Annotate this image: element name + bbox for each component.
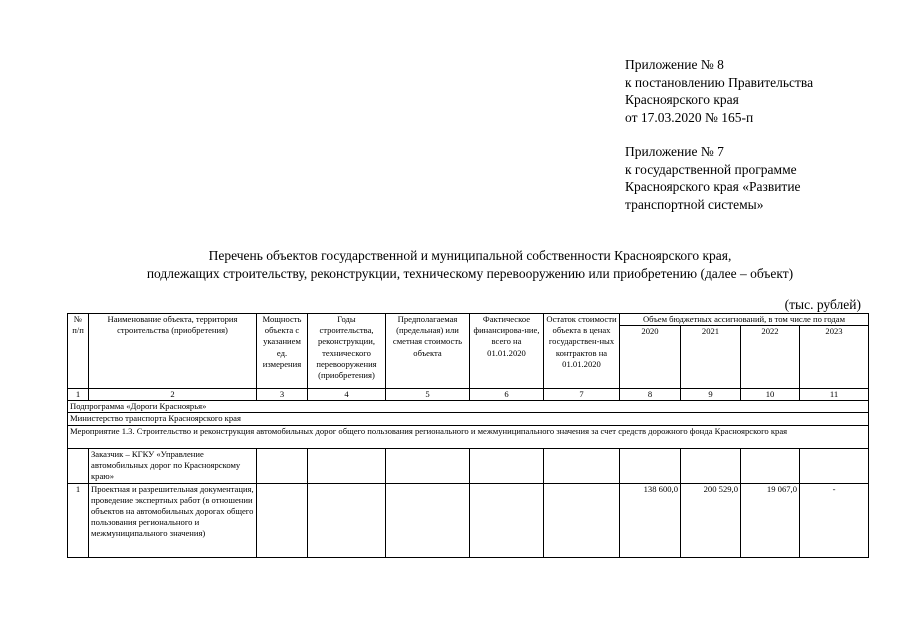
units-label: (тыс. рублей) (784, 297, 861, 312)
objects-table (67, 313, 869, 558)
column-number: 6 (470, 389, 544, 401)
row-object-name: Проектная и разрешительная документация, проведение экспертных работ (в отношении объектов на автомобильных дорогах общего пользования регионального и межмуниципального значения) (89, 483, 257, 557)
row-years (308, 483, 386, 557)
empty-cell (681, 448, 741, 483)
document-title-line-1: Перечень объектов государственной и муниципальной собственности Красноярского края, (208, 248, 732, 263)
document-title-line-2: подлежащих строительству, реконструкции, техническому перевооружению или приобретению (далее – объект) (146, 265, 794, 281)
header-row-1 (68, 314, 869, 326)
column-numbers-row (68, 389, 869, 401)
header-name: Наименование объекта, территория строительства (приобретения) (89, 314, 257, 389)
row-value-2021: 200 529,0 (681, 483, 741, 557)
empty-cell (544, 448, 620, 483)
appendix-8-line-3: Красноярского края (625, 92, 739, 107)
header-year-2021: 2021 (681, 326, 741, 389)
empty-cell (470, 448, 544, 483)
empty-cell (386, 448, 470, 483)
appendix-7-block (625, 143, 813, 213)
column-number: 2 (89, 389, 257, 401)
empty-cell (741, 448, 800, 483)
appendix-8-line-4: от 17.03.2020 № 165-п (625, 109, 754, 125)
header-actual-financing: Фактическое финансирова-ние, всего на 01.01.2020 (470, 314, 544, 389)
header-year-2020: 2020 (620, 326, 681, 389)
appendix-7-line-2: к государственной программе (625, 161, 797, 177)
appendix-header (625, 56, 813, 230)
column-number: 1 (68, 389, 89, 401)
column-number: 11 (800, 389, 869, 401)
measure-label: Мероприятие 1.3. Строительство и реконструкция автомобильных дорог общего пользования регионального и межмуниципального значения за счет средств дорожного фонда Красноярского края (68, 425, 869, 448)
appendix-7-line-4: транспортной системы» (625, 196, 764, 212)
subprogram-label: Подпрограмма «Дороги Красноярья» (68, 401, 869, 413)
empty-cell (257, 448, 308, 483)
customer-label: Заказчик – КГКУ «Управление автомобильных дорог по Красноярскому краю» (89, 448, 257, 483)
appendix-7-line-3: Красноярского края «Развитие (625, 179, 801, 194)
column-number: 4 (308, 389, 386, 401)
row-estimated-cost (386, 483, 470, 557)
empty-cell (620, 448, 681, 483)
column-number: 7 (544, 389, 620, 401)
customer-num-cell (68, 448, 89, 483)
header-estimated-cost: Предполагаемая (предельная) или сметная стоимость объекта (386, 314, 470, 389)
column-number: 10 (741, 389, 800, 401)
header-num: № п/п (68, 314, 89, 389)
empty-cell (800, 448, 869, 483)
customer-row (68, 448, 869, 483)
measure-row (68, 425, 869, 448)
header-budget: Объем бюджетных ассигнований, в том числе по годам (620, 314, 869, 326)
row-value-2022: 19 067,0 (741, 483, 800, 557)
header-remaining-cost: Остаток стоимости объекта в ценах государствен-ных контрактов на 01.01.2020 (544, 314, 620, 389)
appendix-8-line-2: к постановлению Правительства (625, 74, 814, 90)
table-row (68, 483, 869, 557)
subprogram-row (68, 401, 869, 413)
appendix-8-line-1: Приложение № 8 (625, 57, 724, 72)
ministry-label: Министерство транспорта Красноярского края (68, 413, 869, 425)
column-number: 3 (257, 389, 308, 401)
row-value-2023: - (800, 483, 869, 557)
column-number: 8 (620, 389, 681, 401)
empty-cell (308, 448, 386, 483)
column-number: 5 (386, 389, 470, 401)
row-actual-financing (470, 483, 544, 557)
header-years: Годы строительства, реконструкции, технического перевооружения (приобретения) (308, 314, 386, 389)
header-year-2022: 2022 (741, 326, 800, 389)
row-capacity (257, 483, 308, 557)
header-capacity: Мощность объекта с указанием ед. измерения (257, 314, 308, 389)
ministry-row (68, 413, 869, 425)
column-number: 9 (681, 389, 741, 401)
appendix-7-line-1: Приложение № 7 (625, 144, 724, 159)
appendix-8-block (625, 56, 813, 126)
row-value-2020: 138 600,0 (620, 483, 681, 557)
document-title (60, 247, 880, 282)
row-remaining-cost (544, 483, 620, 557)
header-year-2023: 2023 (800, 326, 869, 389)
row-number: 1 (68, 483, 89, 557)
